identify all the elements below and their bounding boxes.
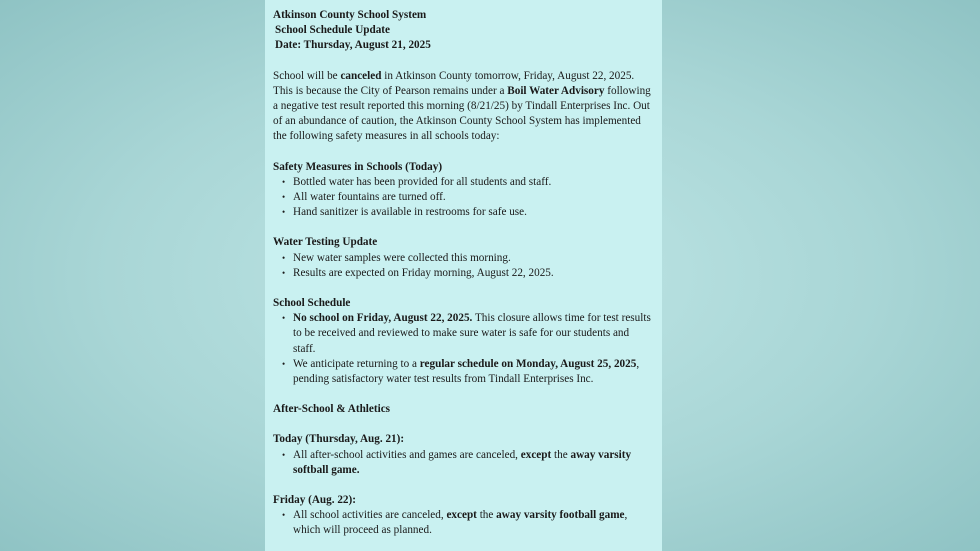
testing-list <box>273 251 654 281</box>
list-item: • New water samples were collected this morning. <box>293 251 654 266</box>
schedule-list <box>273 311 654 387</box>
safety-list <box>273 175 654 221</box>
list-item: • All water fountains are turned off. <box>293 190 654 205</box>
list-item: • No school on Friday, August 22, 2025. This closure allows time for test results to be received and reviewed to make sure water is safe for our students and staff. <box>293 311 654 357</box>
document-date: Date: Thursday, August 21, 2025 <box>275 39 431 52</box>
announcement-document <box>265 0 662 551</box>
schedule-heading: School Schedule <box>273 297 351 310</box>
testing-heading: Water Testing Update <box>273 236 378 249</box>
list-item: • Hand sanitizer is available in restrooms for safe use. <box>293 205 654 220</box>
org-name: Atkinson County School System <box>273 9 427 21</box>
document-header <box>273 8 654 54</box>
safety-heading: Safety Measures in Schools (Today) <box>273 160 443 173</box>
list-item: • All school activities are canceled, except the away varsity football game, which will proceed as planned. <box>293 508 654 538</box>
friday-heading: Friday (Aug. 22): <box>273 494 356 507</box>
list-item: • All after-school activities and games are canceled, except the away varsity softball game. <box>293 448 654 478</box>
list-item: • Results are expected on Friday morning, August 22, 2025. <box>293 266 654 281</box>
list-item: • We anticipate returning to a regular schedule on Monday, August 25, 2025, pending satisfactory water test results from Tindall Enterprises Inc. <box>293 357 654 387</box>
document-title: School Schedule Update <box>275 24 390 37</box>
list-item: • Bottled water has been provided for all students and staff. <box>293 175 654 190</box>
friday-list <box>273 508 654 538</box>
today-heading: Today (Thursday, Aug. 21): <box>273 433 405 446</box>
today-list <box>273 448 654 478</box>
athletics-heading: After-School & Athletics <box>273 403 391 416</box>
intro-paragraph: School will be canceled in Atkinson County tomorrow, Friday, August 22, 2025. This is because the City of Pearson remains under a Boil Water Advisory following a negative test result reported this morning (8/21/25) by Tindall Enterprises Inc. Out of an abundance of caution, the Atkinson County School System has implemented the following safety measures in all schools today: <box>273 69 651 143</box>
